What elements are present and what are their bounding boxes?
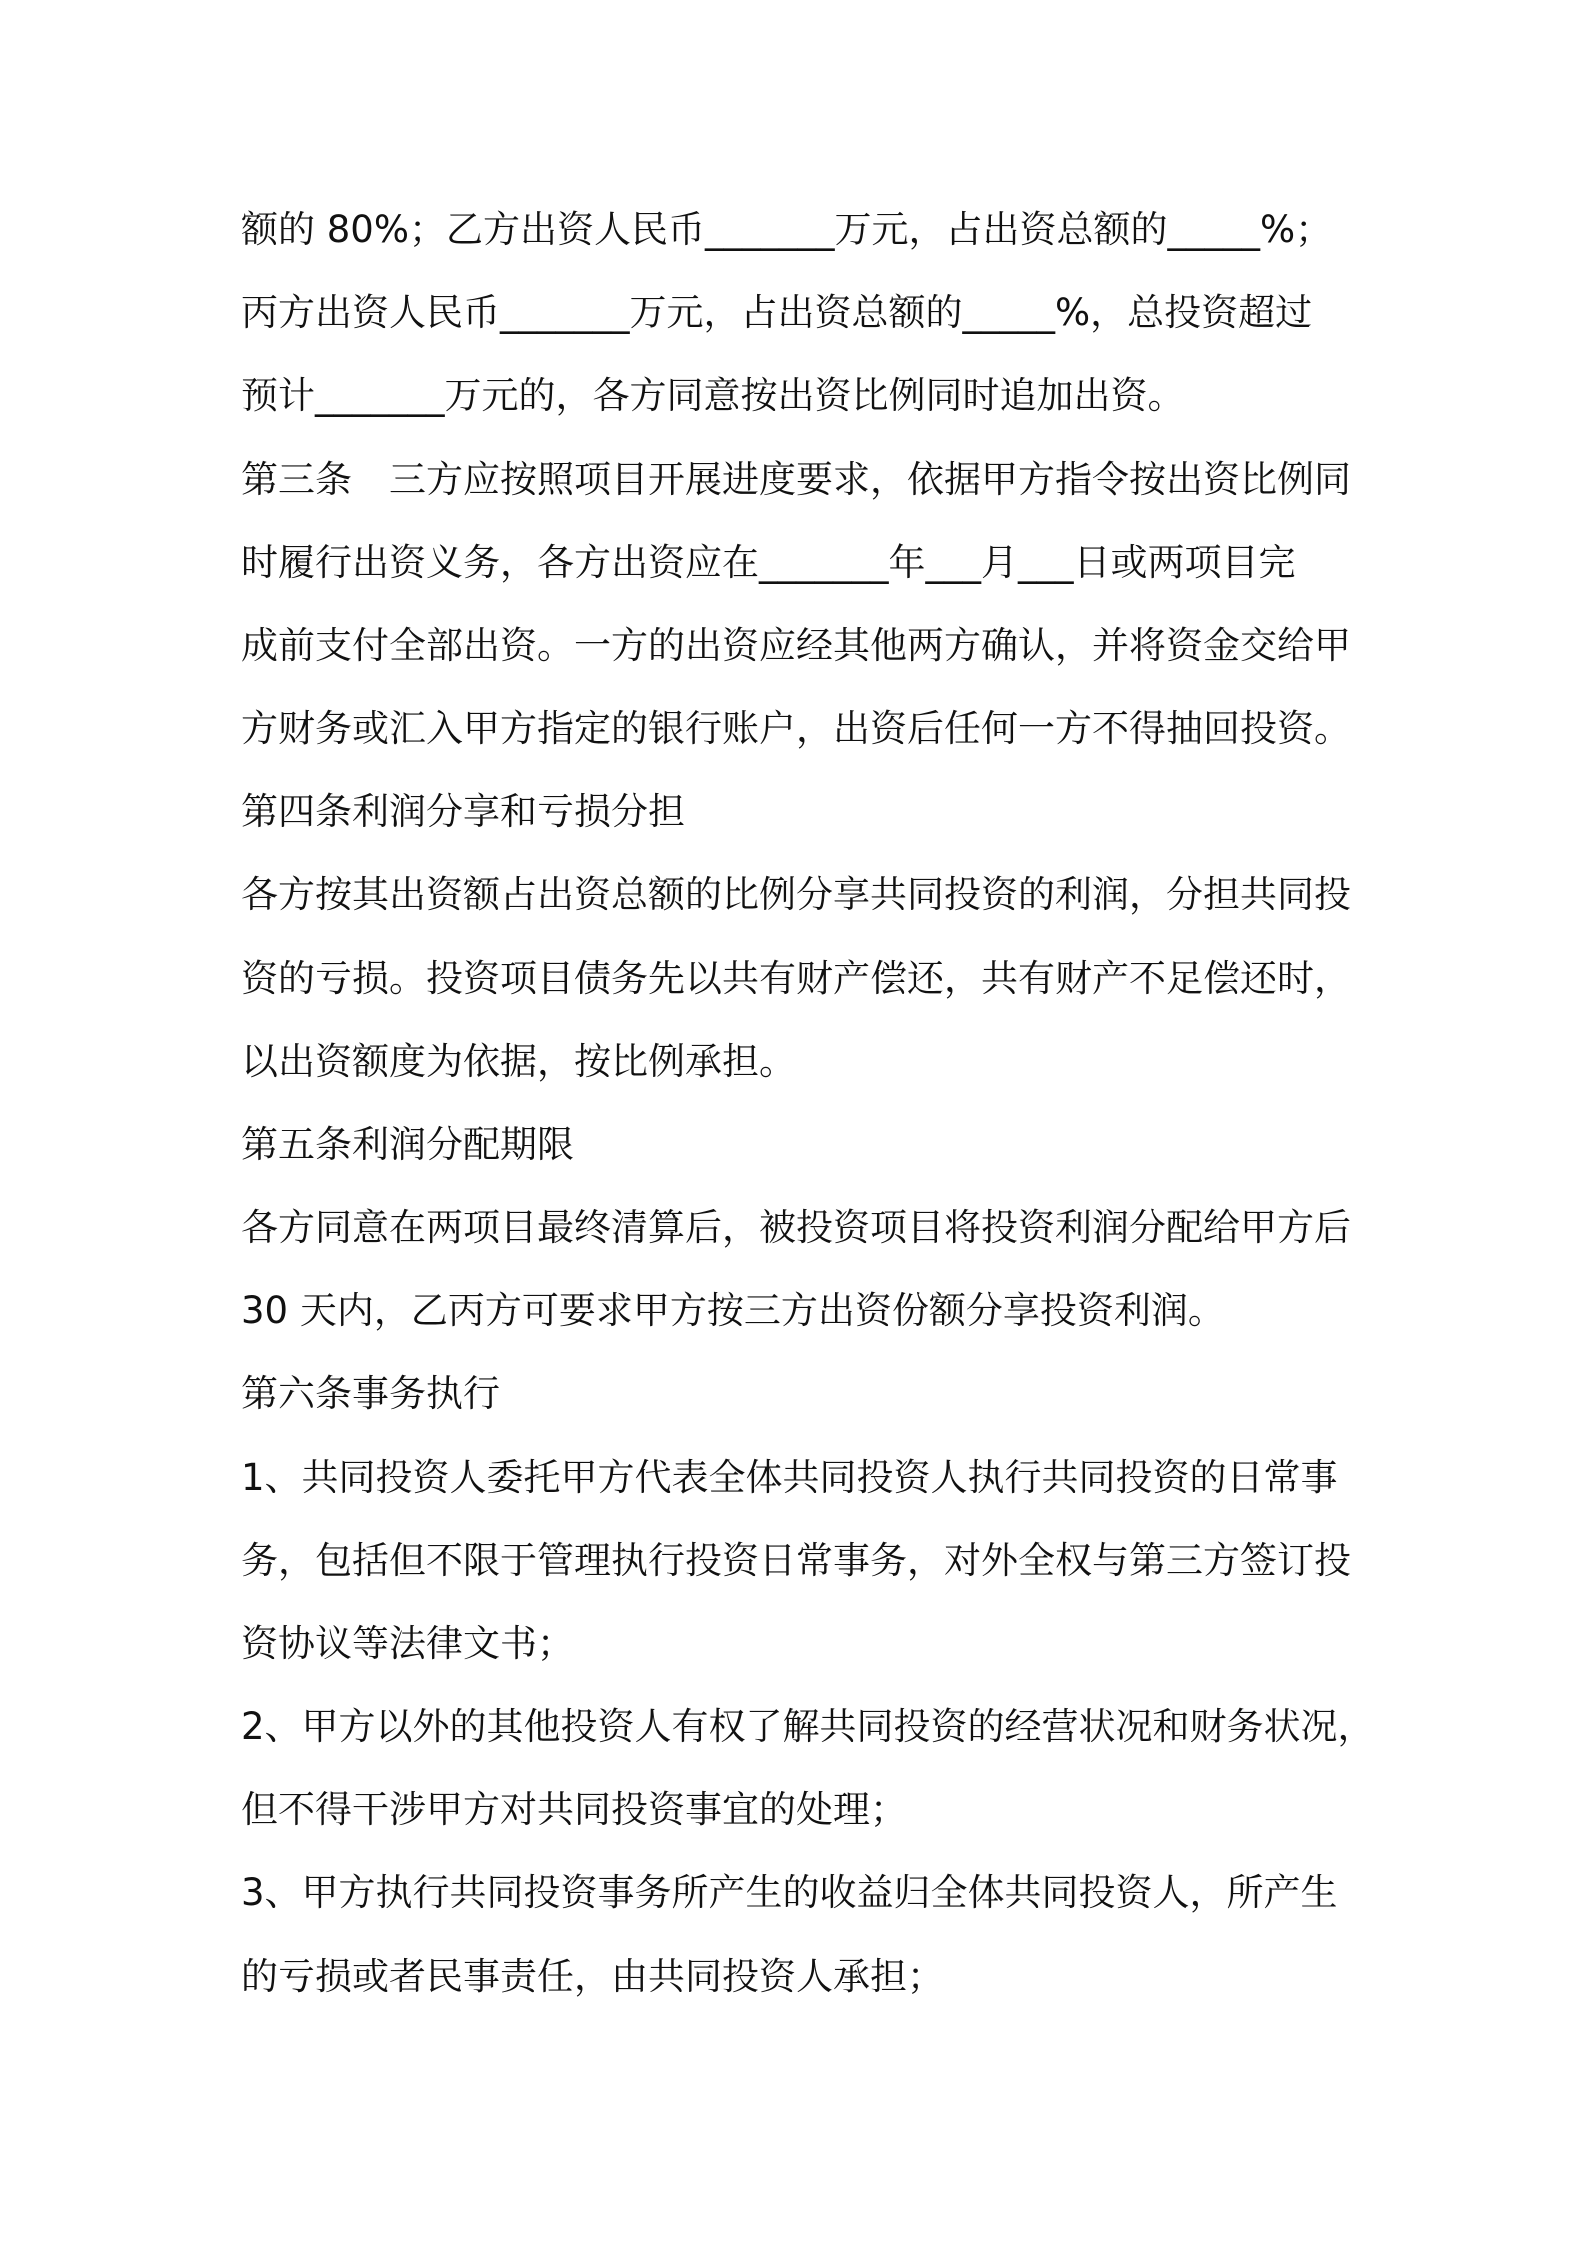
text-line: 各方按其出资额占出资总额的比例分享共同投资的利润，分担共同投: [241, 873, 1351, 916]
text-line: 务，包括但不限于管理执行投资日常事务，对外全权与第三方签订投: [241, 1539, 1351, 1582]
text-line: 成前支付全部出资。一方的出资应经其他两方确认，并将资金交给甲: [241, 624, 1351, 667]
text-line: 的亏损或者民事责任，由共同投资人承担；: [241, 1955, 944, 1998]
text-line: 时履行出资义务，各方出资应在_______年___月___日或两项目完: [241, 541, 1296, 584]
text-line: 方财务或汇入甲方指定的银行账户，出资后任何一方不得抽回投资。: [241, 707, 1351, 750]
text-line: 额的 80%；乙方出资人民币_______万元，占出资总额的_____%；: [241, 208, 1333, 251]
section-heading: 第四条利润分享和亏损分担: [241, 790, 685, 833]
text-line: 2、甲方以外的其他投资人有权了解共同投资的经营状况和财务状况，: [241, 1705, 1375, 1748]
section-heading: 第五条利润分配期限: [241, 1123, 574, 1166]
text-line: 30 天内，乙丙方可要求甲方按三方出资份额分享投资利润。: [241, 1289, 1225, 1332]
text-line: 以出资额度为依据，按比例承担。: [241, 1040, 796, 1083]
text-line: 各方同意在两项目最终清算后，被投资项目将投资利润分配给甲方后: [241, 1206, 1351, 1249]
text-line: 资协议等法律文书；: [241, 1622, 574, 1665]
text-line: 资的亏损。投资项目债务先以共有财产偿还，共有财产不足偿还时，: [241, 957, 1351, 1000]
text-line: 丙方出资人民币_______万元，占出资总额的_____%，总投资超过: [241, 291, 1313, 334]
text-line: 1、共同投资人委托甲方代表全体共同投资人执行共同投资的日常事: [241, 1456, 1338, 1499]
text-line: 预计_______万元的，各方同意按出资比例同时追加出资。: [241, 374, 1185, 417]
section-heading: 第六条事务执行: [241, 1372, 500, 1415]
text-line: 第三条 三方应按照项目开展进度要求，依据甲方指令按出资比例同: [241, 458, 1351, 501]
text-line: 但不得干涉甲方对共同投资事宜的处理；: [241, 1788, 907, 1831]
text-line: 3、甲方执行共同投资事务所产生的收益归全体共同投资人，所产生: [241, 1871, 1338, 1914]
